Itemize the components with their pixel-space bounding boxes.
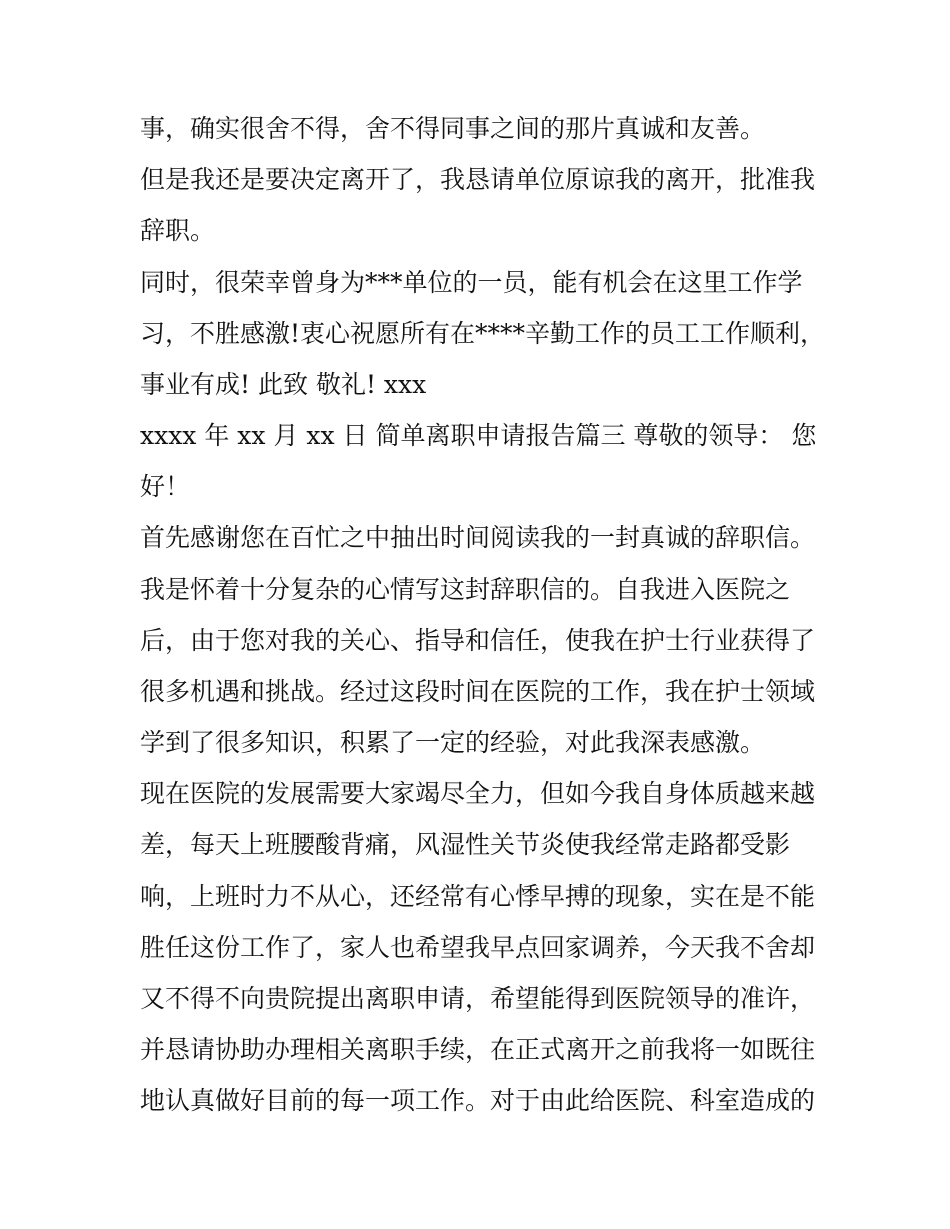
text-line: 我是怀着十分复杂的心情写这封辞职信的。自我进入医院之 (140, 575, 791, 604)
text-line: 首先感谢您在百忙之中抽出时间阅读我的一封真诚的辞职信。 (140, 523, 816, 552)
text-line: xxxx 年 xx 月 xx 日 简单离职申请报告篇三 尊敬的领导： 您 (140, 421, 817, 450)
text-line: 现在医院的发展需要大家竭尽全力，但如今我自身体质越来越 (140, 779, 816, 808)
text-line: 胜任这份工作了，家人也希望我早点回家调养，今天我不舍却 (140, 933, 816, 962)
text-line: 后，由于您对我的关心、指导和信任，使我在护士行业获得了 (140, 626, 816, 655)
text-line: 习，不胜感激!衷心祝愿所有在****辛勤工作的员工工作顺利， (140, 319, 826, 348)
text-line: 响，上班时力不从心，还经常有心悸早搏的现象，实在是不能 (140, 882, 816, 911)
text-line: 辞职。 (140, 216, 216, 245)
text-line: 很多机遇和挑战。经过这段时间在医院的工作，我在护士领域 (140, 677, 816, 706)
text-line: 并恳请协助办理相关离职手续，在正式离开之前我将一如既往 (140, 1035, 816, 1064)
text-line: 好！ (140, 472, 191, 501)
text-line: 但是我还是要决定离开了，我恳请单位原谅我的离开，批准我 (140, 165, 816, 194)
text-line: 学到了很多知识，积累了一定的经验，对此我深表感激。 (140, 728, 766, 757)
text-line: 事业有成! 此致 敬礼! xxx (140, 370, 427, 399)
text-line: 事，确实很舍不得，舍不得同事之间的那片真诚和友善。 (140, 114, 766, 143)
text-line: 又不得不向贵院提出离职申请，希望能得到医院领导的准许， (140, 984, 816, 1013)
text-line: 地认真做好目前的每一项工作。对于由此给医院、科室造成的 (140, 1086, 816, 1115)
text-line: 同时，很荣幸曾身为***单位的一员，能有机会在这里工作学 (140, 268, 803, 297)
text-line: 差，每天上班腰酸背痛，风湿性关节炎使我经常走路都受影 (140, 830, 791, 859)
